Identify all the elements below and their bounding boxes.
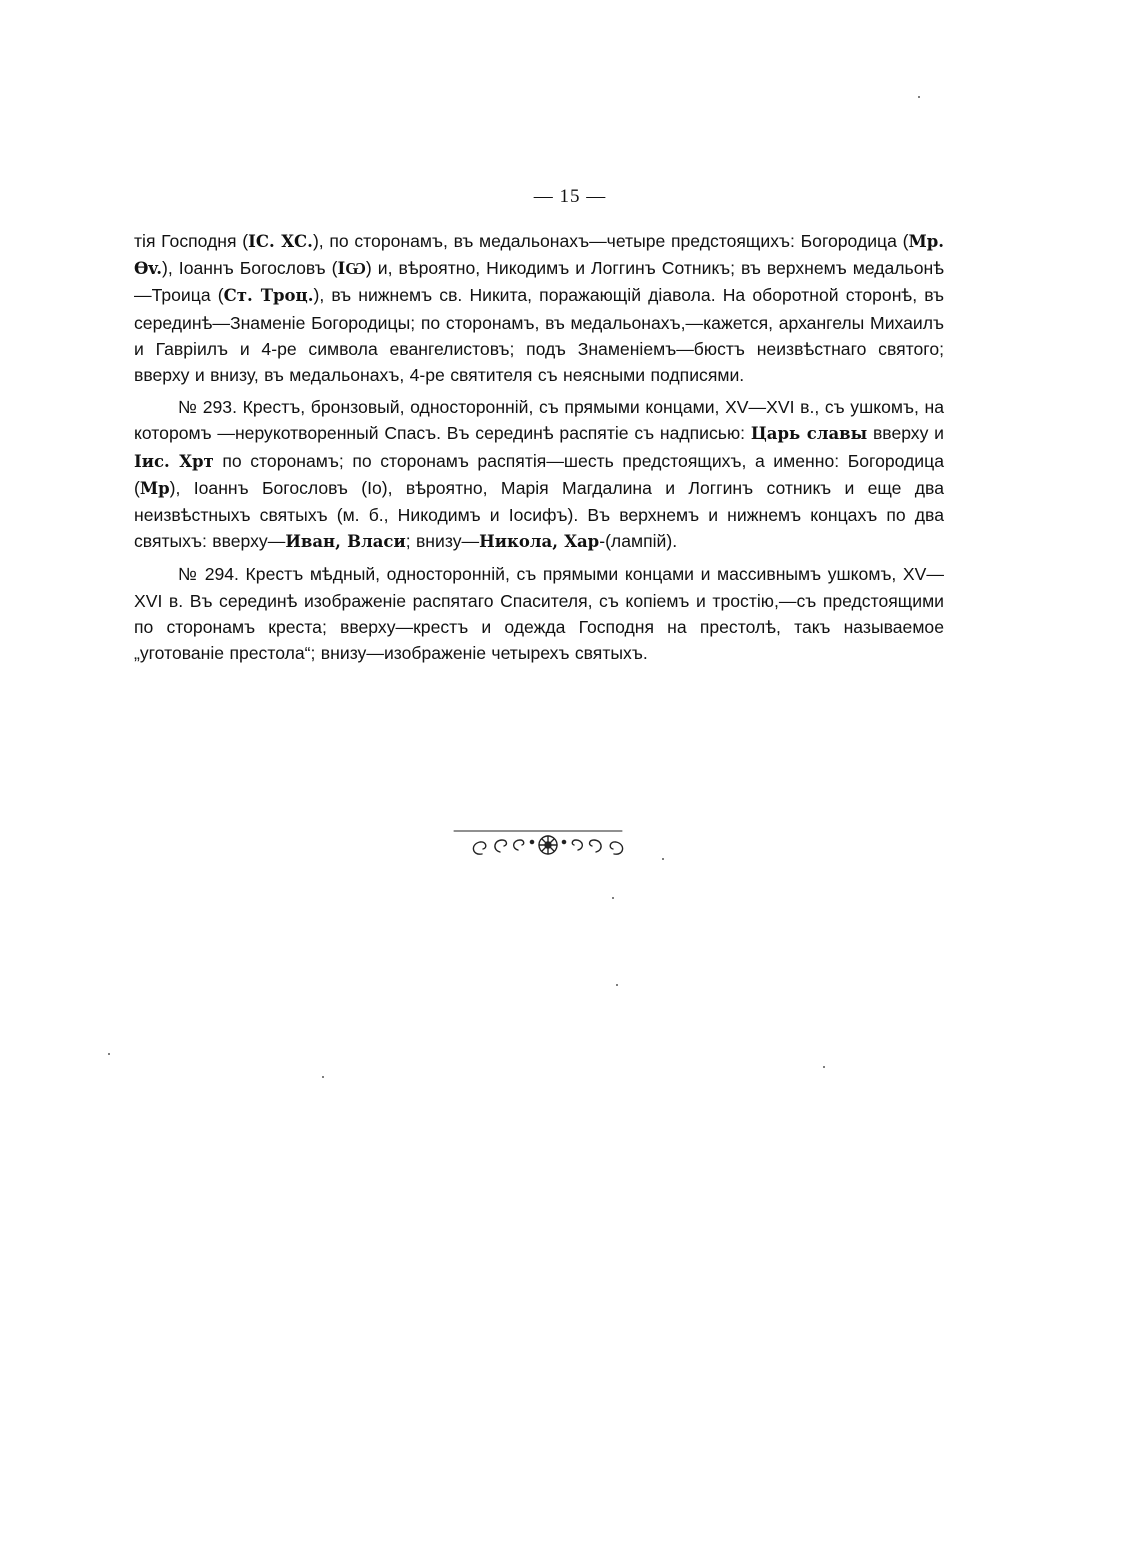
text-run: № 293. Крестъ, бронзовый, односторонній, съ прямыми концами, XV—XVI в., съ ушкомъ, на которомъ —нерукотворенный Спасъ. Въ серединѣ распятіе съ надписью: bbox=[134, 397, 944, 444]
slavonic-inscription: IѠ bbox=[337, 259, 366, 279]
text-run: ), по сторонамъ, въ медальонахъ—четыре предстоящихъ: Богородица ( bbox=[312, 231, 909, 251]
text-run: по сторонамъ; по сторонамъ распятія—шесть предстоящихъ, а именно: Богородица ( bbox=[134, 450, 944, 498]
slavonic-inscription: Мр bbox=[139, 478, 170, 498]
slavonic-inscription: Мр. Өv. bbox=[134, 232, 944, 279]
text-run: ) и, вѣроятно, Никодимъ и Логгинъ Сотникъ; въ верхнемъ медальонѣ—Троица ( bbox=[134, 258, 945, 306]
scan-speck bbox=[823, 1066, 825, 1068]
text-run: № 294. Крестъ мѣдный, односторонній, съ прямыми концами и массивнымъ ушкомъ, XV—XVI в. Въ серединѣ изображеніе распятаго Спасителя, съ копіемъ и тростію,—съ предстоящими по сторонамъ креста; вверху—крестъ и одежда Господня на престолѣ, такъ называемое „уготованіе престола“; внизу—изображеніе четырехъ святыхъ. bbox=[134, 564, 944, 664]
text-run: ; внизу— bbox=[405, 531, 480, 552]
text-run: вверху и bbox=[867, 423, 944, 444]
text-run: ), Іоаннъ Богословъ (Іо), вѣроятно, Марія Магдалина и Логгинъ сотникъ и еще два неизвѣстныхъ святыхъ (м. б., Никодимъ и Іосифъ). Въ верхнемъ и нижнемъ концахъ по два святыхъ: вверху— bbox=[134, 477, 944, 552]
paragraph-1 bbox=[134, 228, 944, 388]
body-text bbox=[134, 228, 944, 666]
page-number: — 15 — bbox=[533, 186, 607, 207]
scan-speck bbox=[918, 96, 920, 98]
floral-tailpiece-icon bbox=[452, 826, 624, 866]
scan-speck bbox=[616, 984, 618, 986]
scan-speck bbox=[108, 1053, 110, 1055]
scan-speck bbox=[662, 858, 664, 860]
scan-speck bbox=[612, 897, 614, 899]
slavonic-inscription: Царь славы bbox=[750, 424, 868, 444]
text-run: тія Господня ( bbox=[134, 231, 249, 251]
paragraph-2 bbox=[134, 394, 944, 555]
slavonic-inscription: Іис. Хрт bbox=[134, 451, 214, 471]
text-run: -(лампій). bbox=[599, 531, 678, 552]
slavonic-inscription: Иван, Власи bbox=[285, 532, 406, 552]
slavonic-inscription: Никола, Хар bbox=[479, 532, 600, 552]
paragraph-3 bbox=[134, 561, 944, 666]
text-run: ), Іоаннъ Богословъ ( bbox=[162, 258, 338, 279]
slavonic-inscription: Ст. Троц. bbox=[223, 286, 314, 306]
text-run: ), въ нижнемъ св. Никита, поражающій діавола. На оборотной сторонѣ, въ серединѣ—Знаменіе Богородицы; по сторонамъ, въ медальонахъ,—кажется, архангелы Михаилъ и Гавріилъ и 4-ре символа евангелистовъ; подъ Знаменіемъ—бюстъ неизвѣстнаго святого; вверху и внизу, въ медальонахъ, 4-ре святителя съ неясными подписями. bbox=[134, 285, 944, 386]
scan-speck bbox=[322, 1076, 324, 1078]
slavonic-inscription: IС. ХС. bbox=[248, 232, 313, 251]
